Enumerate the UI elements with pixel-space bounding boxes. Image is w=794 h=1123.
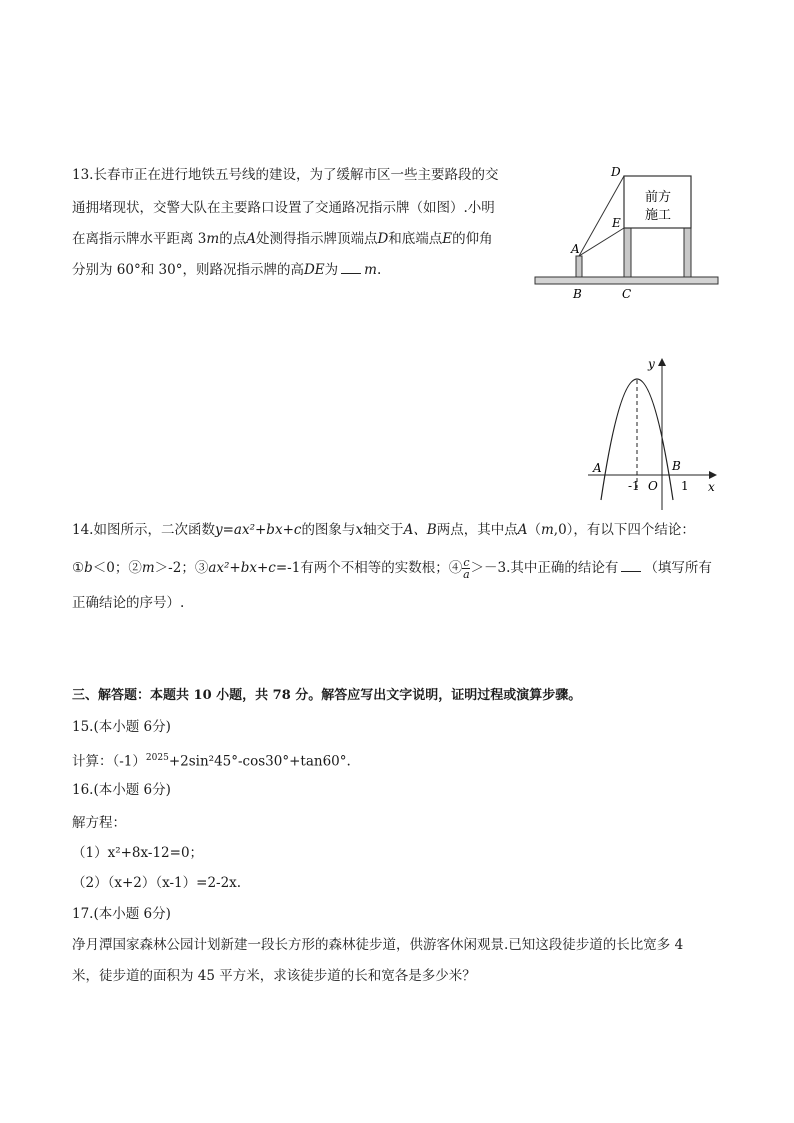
label-a: A	[571, 242, 580, 256]
label-b: B	[672, 459, 681, 473]
q14-line-1: 14.如图所示，二次函数y=ax²+bx+c的图象与x轴交于A、B两点，其中点A（m,0），有以下四个结论：	[72, 522, 695, 538]
label-b: B	[573, 287, 582, 301]
q15-header: 15.(本小题 6分)	[72, 719, 171, 735]
q16-header: 16.(本小题 6分)	[72, 782, 171, 798]
sign-post-left	[624, 228, 631, 277]
ground	[535, 277, 718, 284]
q14-graph	[584, 352, 724, 512]
q15-body: 计算：$(-1)^{2025}+2\sin^245^\circ-\cos 30^\circ+\tan 60^\circ$.	[72, 753, 351, 770]
q17-line-1: 净月潭国家森林公园计划新建一段长方形的森林徒步道，供游客休闲观景.已知这段徒步道的长比宽多 4	[72, 937, 684, 953]
section-3-title: 三、解答题：本题共 10 小题，共 78 分。解答应写出文字说明，证明过程或演算步骤。	[72, 688, 582, 703]
label-neg1: -1	[628, 479, 640, 493]
label-d: D	[611, 165, 621, 179]
answer-blank	[341, 261, 361, 274]
post-ab	[576, 256, 582, 277]
q16-intro: 解方程：	[72, 815, 126, 831]
label-c: C	[622, 287, 632, 301]
fraction-c-over-a: $\frac{c}{a}$	[463, 556, 470, 581]
q13-line-2: 通拥堵现状，交警大队在主要路口设置了交通路况指示牌（如图）.小明	[72, 200, 495, 216]
q17-line-2: 米，徒步道的面积为 45 平方米，求该徒步道的长和宽各是多少米？	[72, 968, 476, 984]
label-y: y	[648, 357, 655, 371]
q14-line-3: 正确结论的序号）.	[72, 595, 185, 611]
sign-post-right	[684, 228, 691, 277]
label-a: A	[593, 461, 602, 475]
label-origin: O	[648, 479, 658, 493]
q14-line-2: ①b＜0；②m＞-2；③ax²+bx+c=-1有两个不相等的实数根；④ $\frac{c}{a}$ ＞－3.其中正确的结论有 （填写所有	[72, 556, 712, 581]
q13-figure	[528, 160, 728, 305]
x-axis-arrow	[709, 471, 717, 479]
q13-line-4: 分别为 60°和 30°，则路况指示牌的高DE为 m.	[72, 262, 382, 278]
sign-text-2: 施工	[644, 208, 672, 223]
line-ae	[579, 228, 624, 256]
q16-eq2: （2）（x+2）（x-1）=2-2x.	[72, 875, 242, 891]
sign-text-1: 前方	[644, 190, 672, 205]
label-e: E	[612, 216, 621, 230]
y-axis-arrow	[658, 358, 666, 366]
q17-header: 17.(本小题 6分)	[72, 906, 171, 922]
q16-eq1: （1）x²+8x-12=0；	[72, 845, 204, 861]
label-1: 1	[681, 479, 689, 493]
q13-line-3: 在离指示牌水平距离 3m的点A处测得指示牌顶端点D和底端点E的仰角	[72, 231, 493, 247]
answer-blank	[621, 559, 641, 572]
label-x: x	[708, 480, 715, 494]
q13-line-1: 13.长春市正在进行地铁五号线的建设，为了缓解市区一些主要路段的交	[72, 167, 499, 183]
